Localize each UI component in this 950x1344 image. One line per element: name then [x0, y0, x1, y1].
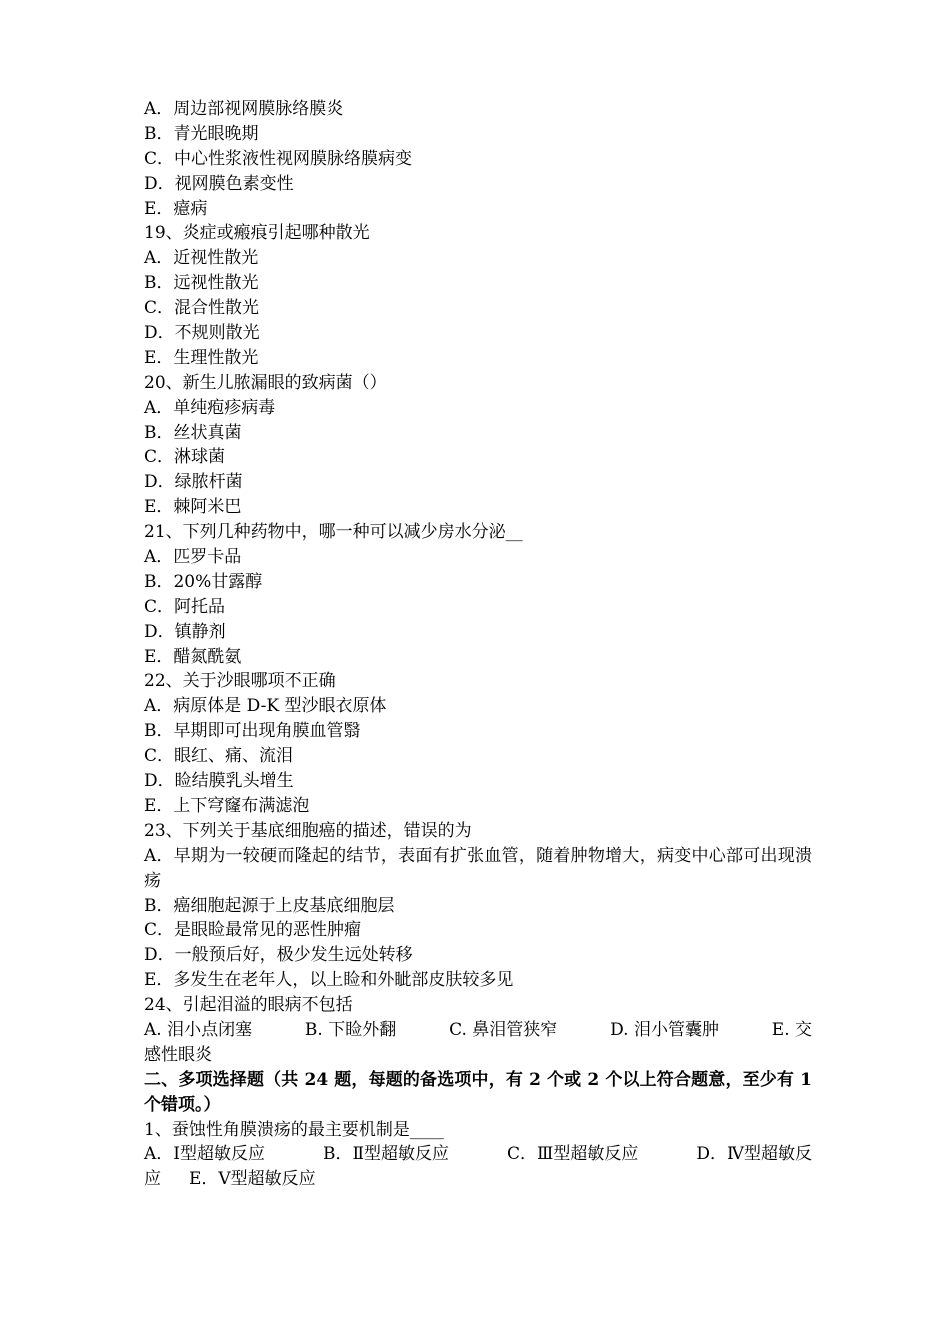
q20-option-d: D．绿脓杆菌 [144, 472, 243, 493]
q20-option-e: E．棘阿米巴 [144, 497, 242, 518]
section-heading: 二、多项选择题（共 24 题，每题的备选项中，有 2 个或 2 个以上符合题意，至少有 1 个错项。） [144, 1069, 812, 1115]
q24-option-b: B. 下睑外翻 [304, 1019, 397, 1040]
mq1-option-a: A．Ⅰ型超敏反应 [144, 1144, 265, 1165]
q24-options-row [144, 1018, 812, 1043]
q18-option-e: E．癔病 [144, 198, 208, 219]
q21-option-e: E．醋氮酰氨 [144, 646, 242, 667]
q18-option-b: B．青光眼晚期 [144, 123, 259, 144]
q22-option-a: A．病原体是 D-K 型沙眼衣原体 [144, 696, 387, 717]
q22-option-d: D．睑结膜乳头增生 [144, 771, 294, 792]
q19-option-b: B．远视性散光 [144, 273, 259, 294]
q20-option-a: A．单纯疱疹病毒 [144, 397, 276, 418]
q20-stem: 20、新生儿脓漏眼的致病菌（） [144, 372, 387, 393]
q22-option-e: E．上下穹窿布满滤泡 [144, 795, 310, 816]
q19-option-a: A．近视性散光 [144, 248, 259, 269]
q21-option-b: B．20%甘露醇 [144, 571, 263, 592]
mq1-stem: 1、蚕蚀性角膜溃疡的最主要机制是____ [144, 1119, 444, 1140]
mq1-options-row-2 [144, 1167, 812, 1192]
q19-option-e: E．生理性散光 [144, 347, 259, 368]
q19-stem: 19、炎症或瘢痕引起哪种散光 [144, 223, 370, 244]
q18-option-d: D．视网膜色素变性 [144, 173, 294, 194]
q20-option-b: B．丝状真菌 [144, 422, 242, 443]
mq1-option-d-continuation: 应 [144, 1169, 161, 1190]
q22-option-c: C．眼红、痛、流泪 [144, 746, 294, 767]
q24-stem: 24、引起泪溢的眼病不包括 [144, 995, 353, 1016]
q20-option-c: C．淋球菌 [144, 447, 226, 468]
q22-option-b: B．早期即可出现角膜血管翳 [144, 721, 361, 742]
q21-stem: 21、下列几种药物中，哪一种可以减少房水分泌__ [144, 522, 523, 543]
q23-option-b: B．癌细胞起源于上皮基底细胞层 [144, 895, 395, 916]
q24-option-a: A. 泪小点闭塞 [144, 1019, 253, 1040]
q21-option-a: A．匹罗卡品 [144, 547, 242, 568]
q22-stem: 22、关于沙眼哪项不正确 [144, 671, 336, 692]
mq1-options-row [144, 1142, 812, 1167]
q23-option-a: A．早期为一较硬而隆起的结节，表面有扩张血管，随着肿物增大，病变中心部可出现溃疡 [144, 845, 812, 891]
exam-document [144, 97, 812, 1192]
q24-option-e-continuation: 感性眼炎 [144, 1044, 212, 1065]
q18-option-c: C．中心性浆液性视网膜脉络膜病变 [144, 148, 413, 169]
mq1-option-e: E．Ⅴ型超敏反应 [189, 1169, 316, 1190]
q19-option-c: C．混合性散光 [144, 298, 260, 319]
q23-option-e: E．多发生在老年人，以上睑和外眦部皮肤较多见 [144, 970, 514, 991]
q23-stem: 23、下列关于基底细胞癌的描述，错误的为 [144, 820, 472, 841]
q24-option-d: D. 泪小管囊肿 [610, 1019, 719, 1040]
mq1-option-d: D．Ⅳ型超敏反 [696, 1144, 812, 1165]
mq1-option-b: B．Ⅱ型超敏反应 [322, 1144, 450, 1165]
mq1-option-c: C．Ⅲ型超敏反应 [507, 1144, 639, 1165]
q24-option-c: C. 鼻泪管狭窄 [449, 1019, 558, 1040]
q19-option-d: D．不规则散光 [144, 323, 260, 344]
q24-option-e: E. 交 [771, 1019, 812, 1040]
q23-option-d: D．一般预后好，极少发生远处转移 [144, 945, 413, 966]
q18-option-a: A．周边部视网膜脉络膜炎 [144, 99, 344, 119]
q23-option-c: C．是眼睑最常见的恶性肿瘤 [144, 920, 362, 941]
q21-option-c: C．阿托品 [144, 596, 226, 617]
q21-option-d: D．镇静剂 [144, 621, 226, 642]
